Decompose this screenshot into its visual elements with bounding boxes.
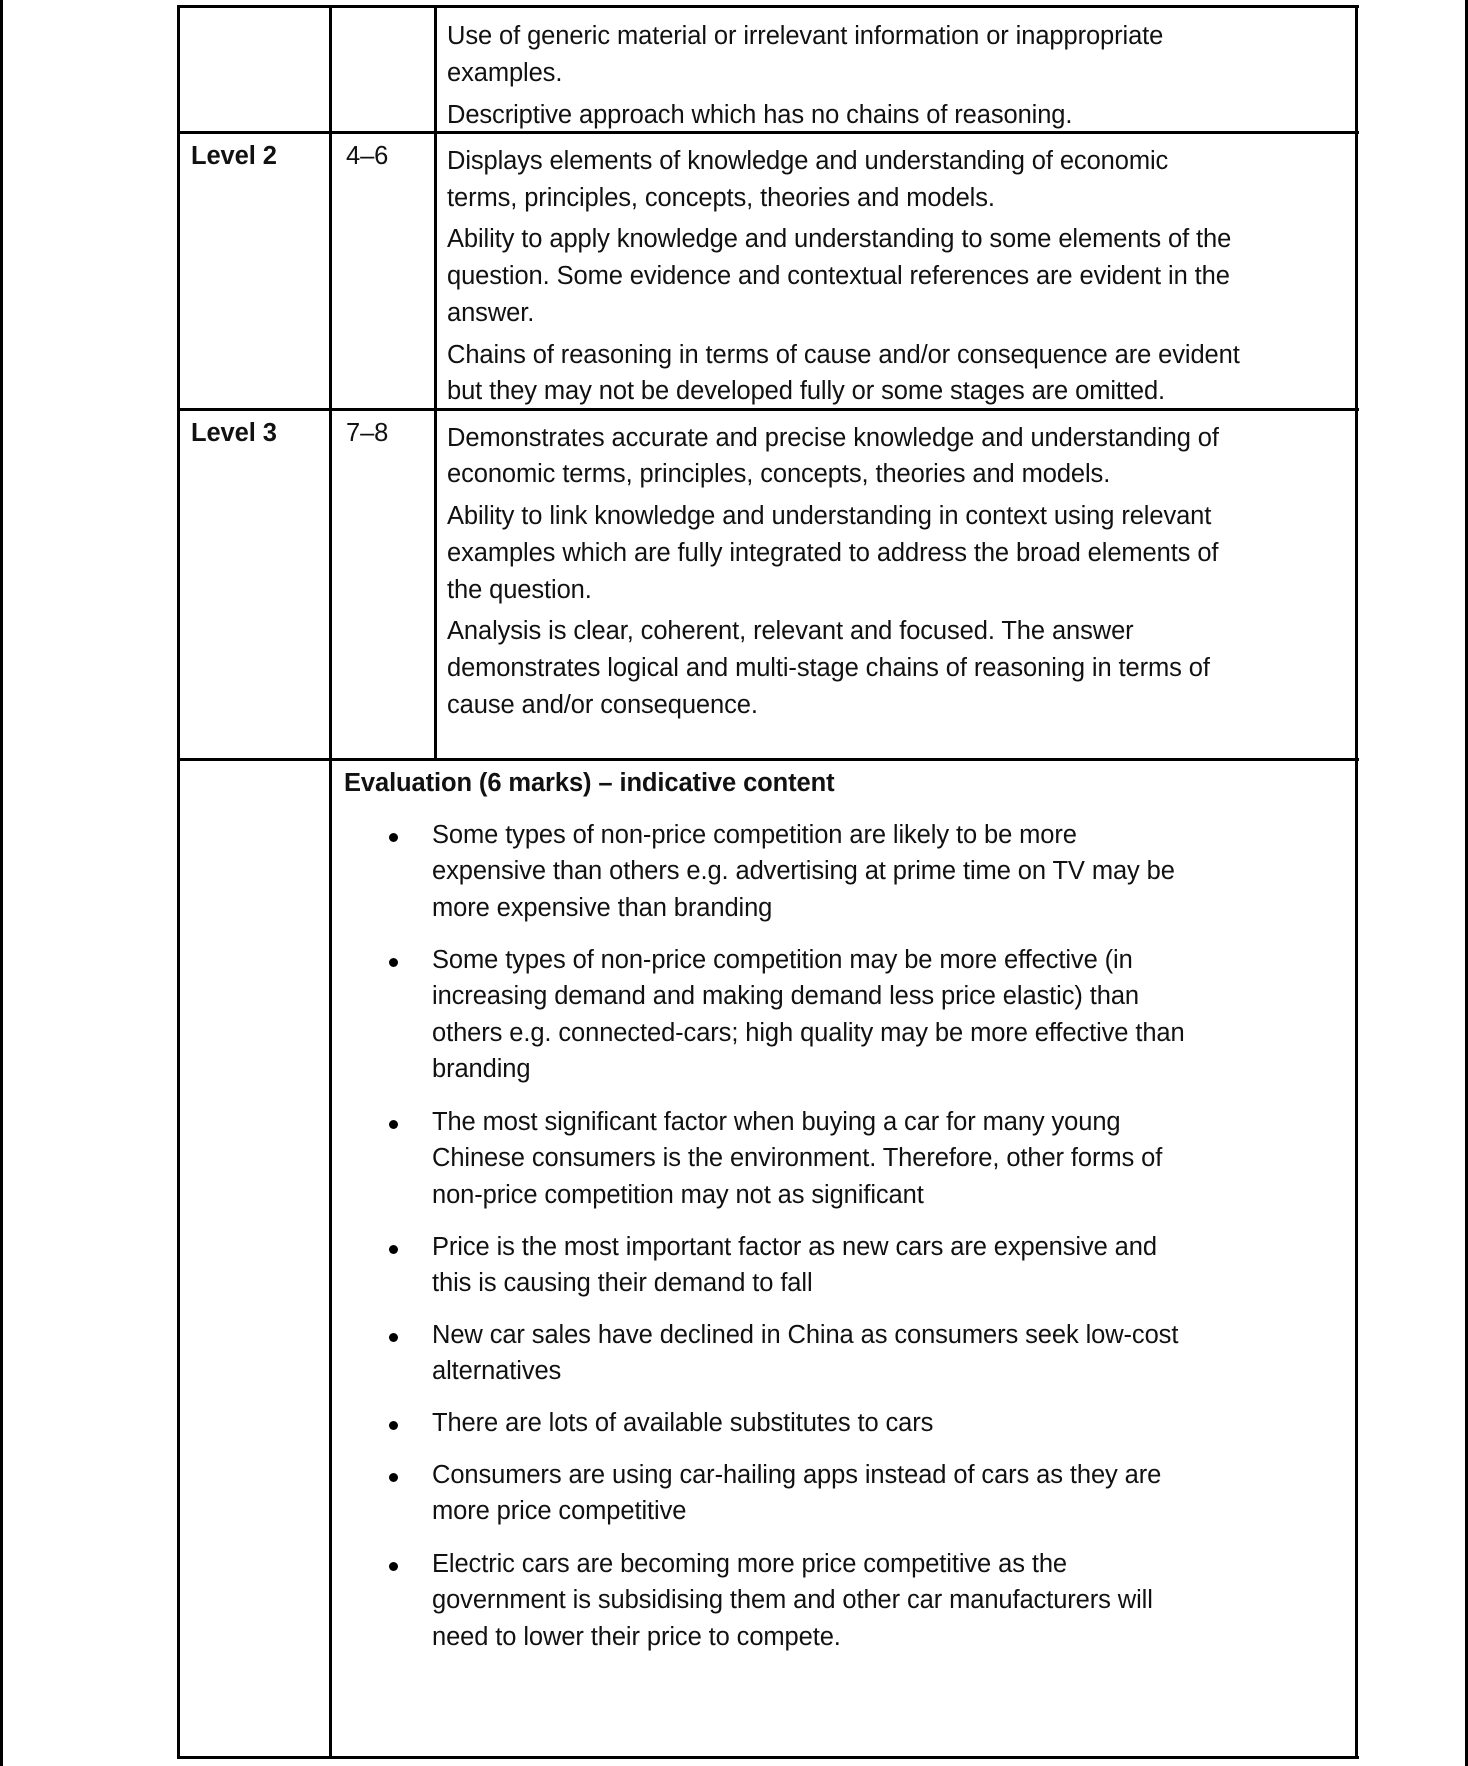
row-divider-2	[178, 408, 1359, 411]
bullet-line: this is causing their demand to fall	[432, 1269, 813, 1297]
bullet-line: Electric cars are becoming more price competitive as the	[432, 1550, 1067, 1578]
bullet-icon	[389, 833, 398, 842]
bullet-line: non-price competition may not as significant	[432, 1181, 924, 1209]
bullet-line: more expensive than branding	[432, 894, 773, 922]
descriptor-line: demonstrates logical and multi-stage chains of reasoning in terms of	[447, 654, 1210, 682]
bullet-icon	[389, 1421, 398, 1430]
bullet-line: Consumers are using car-hailing apps instead of cars as they are	[432, 1461, 1162, 1489]
descriptor-line: examples.	[447, 59, 563, 87]
row-divider-1	[178, 131, 1359, 134]
marks-range: 4–6	[346, 142, 389, 170]
table-right-border	[1355, 5, 1358, 1759]
level-label: Level 3	[191, 419, 277, 447]
descriptor-line: Chains of reasoning in terms of cause and/or consequence are evident	[447, 341, 1240, 369]
descriptor-line: Ability to link knowledge and understanding in context using relevant	[447, 502, 1212, 530]
descriptor-line: Use of generic material or irrelevant information or inappropriate	[447, 22, 1164, 50]
bullet-line: Some types of non-price competition may be more effective (in	[432, 946, 1133, 974]
bullet-line: others e.g. connected-cars; high quality may be more effective than	[432, 1019, 1185, 1047]
descriptor-line: Ability to apply knowledge and understanding to some elements of the	[447, 225, 1232, 253]
bullet-icon	[389, 1120, 398, 1129]
descriptor-line: economic terms, principles, concepts, theories and models.	[447, 460, 1111, 488]
bullet-line: There are lots of available substitutes to cars	[432, 1409, 934, 1437]
descriptor-line: the question.	[447, 576, 592, 604]
bullet-line: Chinese consumers is the environment. Therefore, other forms of	[432, 1144, 1163, 1172]
descriptor-line: terms, principles, concepts, theories and models.	[447, 184, 995, 212]
bullet-line: Some types of non-price competition are likely to be more	[432, 821, 1077, 849]
bullet-line: increasing demand and making demand less price elastic) than	[432, 982, 1139, 1010]
bullet-line: Price is the most important factor as new cars are expensive and	[432, 1233, 1157, 1261]
level-label: Level 2	[191, 142, 277, 170]
bullet-icon	[389, 1333, 398, 1342]
column-divider-marks-descriptor	[434, 5, 437, 761]
bullet-line: branding	[432, 1055, 531, 1083]
bullet-line: alternatives	[432, 1357, 562, 1385]
descriptor-line: cause and/or consequence.	[447, 691, 758, 719]
bullet-icon	[389, 1562, 398, 1571]
bullet-icon	[389, 1245, 398, 1254]
bullet-icon	[389, 958, 398, 967]
table-bottom-border	[178, 1756, 1359, 1759]
marks-range: 7–8	[346, 419, 389, 447]
table-left-border	[177, 5, 180, 1759]
bullet-line: more price competitive	[432, 1497, 687, 1525]
table-top-border	[178, 5, 1359, 8]
page-left-edge	[0, 0, 3, 1766]
bullet-line: government is subsidising them and other car manufacturers will	[432, 1586, 1153, 1614]
bullet-line: New car sales have declined in China as consumers seek low-cost	[432, 1321, 1179, 1349]
bullet-line: The most significant factor when buying a car for many young	[432, 1108, 1121, 1136]
descriptor-line: Analysis is clear, coherent, relevant and focused. The answer	[447, 617, 1134, 645]
column-divider-level-marks	[329, 5, 332, 1759]
descriptor-line: Descriptive approach which has no chains of reasoning.	[447, 101, 1073, 129]
descriptor-line: Displays elements of knowledge and understanding of economic	[447, 147, 1169, 175]
evaluation-heading: Evaluation (6 marks) – indicative content	[344, 769, 835, 797]
descriptor-line: examples which are fully integrated to address the broad elements of	[447, 539, 1219, 567]
descriptor-line: question. Some evidence and contextual references are evident in the	[447, 262, 1230, 290]
bullet-line: need to lower their price to compete.	[432, 1623, 841, 1651]
bullet-icon	[389, 1473, 398, 1482]
descriptor-line: but they may not be developed fully or some stages are omitted.	[447, 377, 1166, 405]
row-divider-3	[178, 758, 1359, 761]
descriptor-line: Demonstrates accurate and precise knowledge and understanding of	[447, 424, 1219, 452]
descriptor-line: answer.	[447, 299, 535, 327]
bullet-line: expensive than others e.g. advertising at prime time on TV may be	[432, 857, 1175, 885]
